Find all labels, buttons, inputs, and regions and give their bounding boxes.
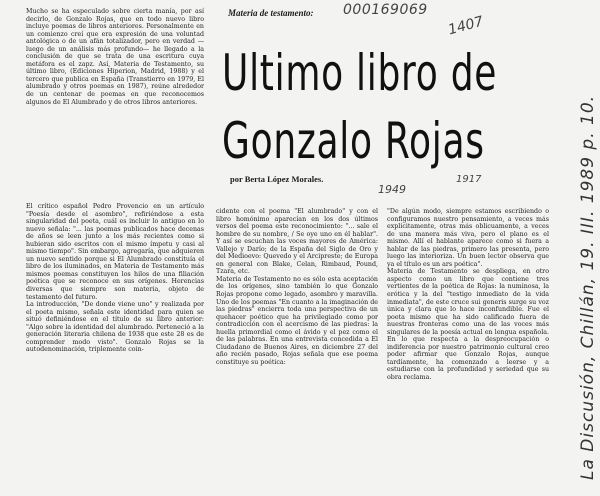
handwritten-source-note: La Discusión, Chillán, 19. III. 1989 p. 10. [578, 94, 598, 480]
column-left-top: Mucho se ha especulado sobre cierta manía, por así decirlo, de Gonzalo Rojas, que en todo nuevo libro incluye poemas de libros anteriores. Personalmente en un comienzo creí que era expresión de una voluntad antológica o de un afán totalizador, pero en verdad —luego de un análisis más profundo— he llegado a la conclusión de que se trata de una escritura cuya metáfora es el zapz. Así, Materia de Testamento, su último libro, (Ediciones Hiperion, Madrid, 1988) y el tercero que publica en España (Transtierro en 1979, El alumbrado y otros poemas en 1987), reúne alrededor de un centenar de poemas en que reconocemos algunos de El Alumbrado y de otros libros anteriores. [26, 8, 204, 106]
headline-line-2: Gonzalo Rojas [222, 112, 485, 170]
handwritten-code: 000169069 [343, 2, 428, 18]
column-right: "De algún modo, siempre estamos escribiendo o configuramos nuestro pensamiento, a veces más explícitamente, otras más oblicuamente, a veces de una manera más viva, pero el plano es el mismo. Allí el hablante aparece como si fuera a hablar de las piedras, primero las presenta, pero luego las interioriza. Un buen lector observa que ya el título es un ars poética". Materia de Testamento se despliega, en otro aspecto como un libro que contiene tres vertientes de la poética de Rojas: la numinosa, la erótica y la del "testigo inmediato de la vida inmediata", de este cruce sui generis surge su voz única y clara que lo hace inconfundible. Fue el poeta mismo que ha sido calificado fuera de nuestras fronteras como una de las voces más singulares de la poesía actual en lengua española. En lo que respecta a la despreocupación o indiferencia por nuestro patrimonio cultural creo poder afirmar que Gonzalo Rojas, aunque tardíamente, ha comenzado a leerse y a estudiarse con la profundidad y seriedad que su obra reclama. [387, 208, 549, 382]
byline: por Berta López Morales. [230, 174, 324, 184]
handwritten-year-1: 1949 [378, 183, 406, 196]
headline-line-1: Ultimo libro de [222, 44, 498, 102]
column-left-bottom: El crítico español Pedro Provencio en un artículo "Poesía desde el asombro", refiriéndose a esta singularidad del poeta, cuál es incluir lo antiguo en lo nuevo señala: "... las poemas publicados hace decenas de años se leen junto a los más recientes como si hubieran sido escritos con el mismo ímpetu y casi al mismo tiempo". Sin embargo, agregaría, que adquieren un nuevo sentido porque si El Alumbrado constituía el libro de los iluminados, en Materia de Testamento más mismos poemas constituyen los hilos de una filiación poética que se reconoce en sus orígenes. Herencias diversas que siempre son materia, objeto de testamento del futuro. La introducción, "De donde viene uno" y realizada por el poeta mismo, señala este identidad para quien se situó definiéndose en el título de su libro anterior: "Algo sobre la identidad del alumbrado. Perteneció a la generación literaria chilena de 1938 que este 28 es de comprender modo visto". Gonzalo Rojas se la autodenominación, triplemente coin- [26, 203, 204, 354]
handwritten-number: 1407 [446, 13, 486, 39]
article-kicker: Materia de testamento: [228, 8, 314, 18]
column-middle: cidente con el poema "El alumbrado" y con el libro homónimo aparecían en los dos últimos versos del poema este reconocimiento: "... sale el hombre de su nombre, / Se oye uno en él hablar". Y así se escuchan las voces mayores de América: Vallejo y Darío; de la España del Siglo de Oro y del Medioevo: Quevedo y el Arcipreste; de Europa en general con Blake, Celan, Rimbaud, Pound, Tzara, etc. Materia de Testamento no es sólo esta aceptación de los orígenes, sino también lo que Gonzalo Rojas propone como legado, asombro y maravilla. Uno de los poemas "En cuanto a la imaginación de las piedras" encierra toda una perspectiva de un quehacer poético que ha privilegiado como por contradicción con el acercismo de las piedras: la huella primordial como el ávido y el pez como el de las palabras. En una entrevista concedida a El Ciudadano de Buenos Aires, en diciembre 27 del año recién pasado, Rojas señala que ese poema constituye su poética: [216, 208, 378, 366]
handwritten-year-2: 1917 [456, 174, 482, 185]
